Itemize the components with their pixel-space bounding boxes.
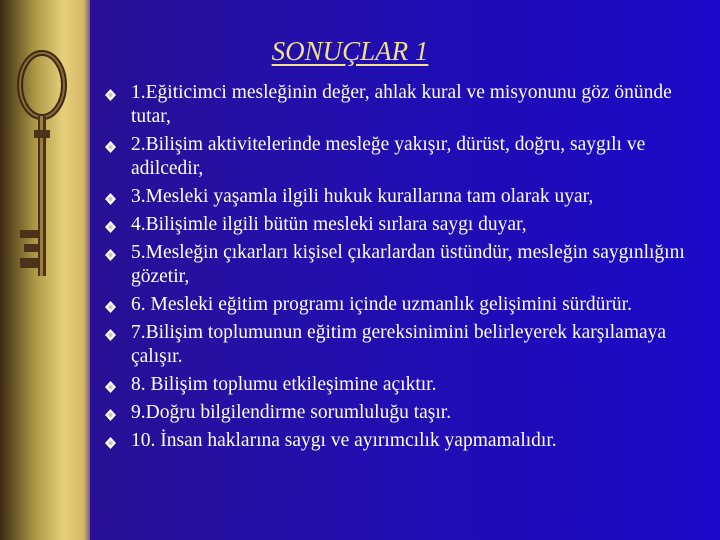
diamond-bullet-icon — [105, 301, 116, 313]
list-item-text: 10. İnsan haklarına saygı ve ayırımcılık yapmamalıdır. — [131, 430, 557, 451]
diamond-bullet-icon — [105, 193, 116, 205]
bullet-list — [105, 81, 705, 457]
list-item — [105, 293, 705, 317]
list-item-text: 5.Mesleğin çıkarları kişisel çıkarlardan üstündür, mesleğin saygınlığını gözetir, — [131, 242, 685, 287]
list-item-text: 3.Mesleki yaşamla ilgili hukuk kurallarına tam olarak uyar, — [131, 186, 594, 207]
diamond-bullet-icon — [105, 221, 116, 233]
list-item-text: 1.Eğiticimci mesleğinin değer, ahlak kural ve misyonunu göz önünde tutar, — [131, 82, 672, 127]
list-item-text: 8. Bilişim toplumu etkileşimine açıktır. — [131, 374, 437, 395]
list-item — [105, 401, 705, 425]
list-item — [105, 213, 705, 237]
list-item — [105, 133, 705, 181]
list-item-text: 2.Bilişim aktivitelerinde mesleğe yakışır, dürüst, doğru, saygılı ve adilcedir, — [131, 134, 646, 179]
list-item-text: 4.Bilişimle ilgili bütün mesleki sırlara saygı duyar, — [131, 214, 527, 235]
list-item-text: 9.Doğru bilgilendirme sorumluluğu taşır. — [131, 402, 452, 423]
key-icon — [0, 30, 90, 290]
list-item — [105, 185, 705, 209]
list-item — [105, 429, 705, 453]
list-item — [105, 321, 705, 369]
list-item — [105, 241, 705, 289]
slide-title: SONUÇLAR 1 — [271, 36, 429, 66]
diamond-bullet-icon — [105, 141, 116, 153]
diamond-bullet-icon — [105, 89, 116, 101]
decorative-side-panel — [0, 0, 90, 540]
list-item — [105, 373, 705, 397]
list-item — [105, 81, 705, 129]
list-item-text: 7.Bilişim toplumunun eğitim gereksinimini belirleyerek karşılamaya çalışır. — [131, 322, 667, 367]
diamond-bullet-icon — [105, 381, 116, 393]
diamond-bullet-icon — [105, 249, 116, 261]
diamond-bullet-icon — [105, 437, 116, 449]
diamond-bullet-icon — [105, 409, 116, 421]
diamond-bullet-icon — [105, 329, 116, 341]
list-item-text: 6. Mesleki eğitim programı içinde uzmanlık gelişimini sürdürür. — [131, 294, 632, 315]
